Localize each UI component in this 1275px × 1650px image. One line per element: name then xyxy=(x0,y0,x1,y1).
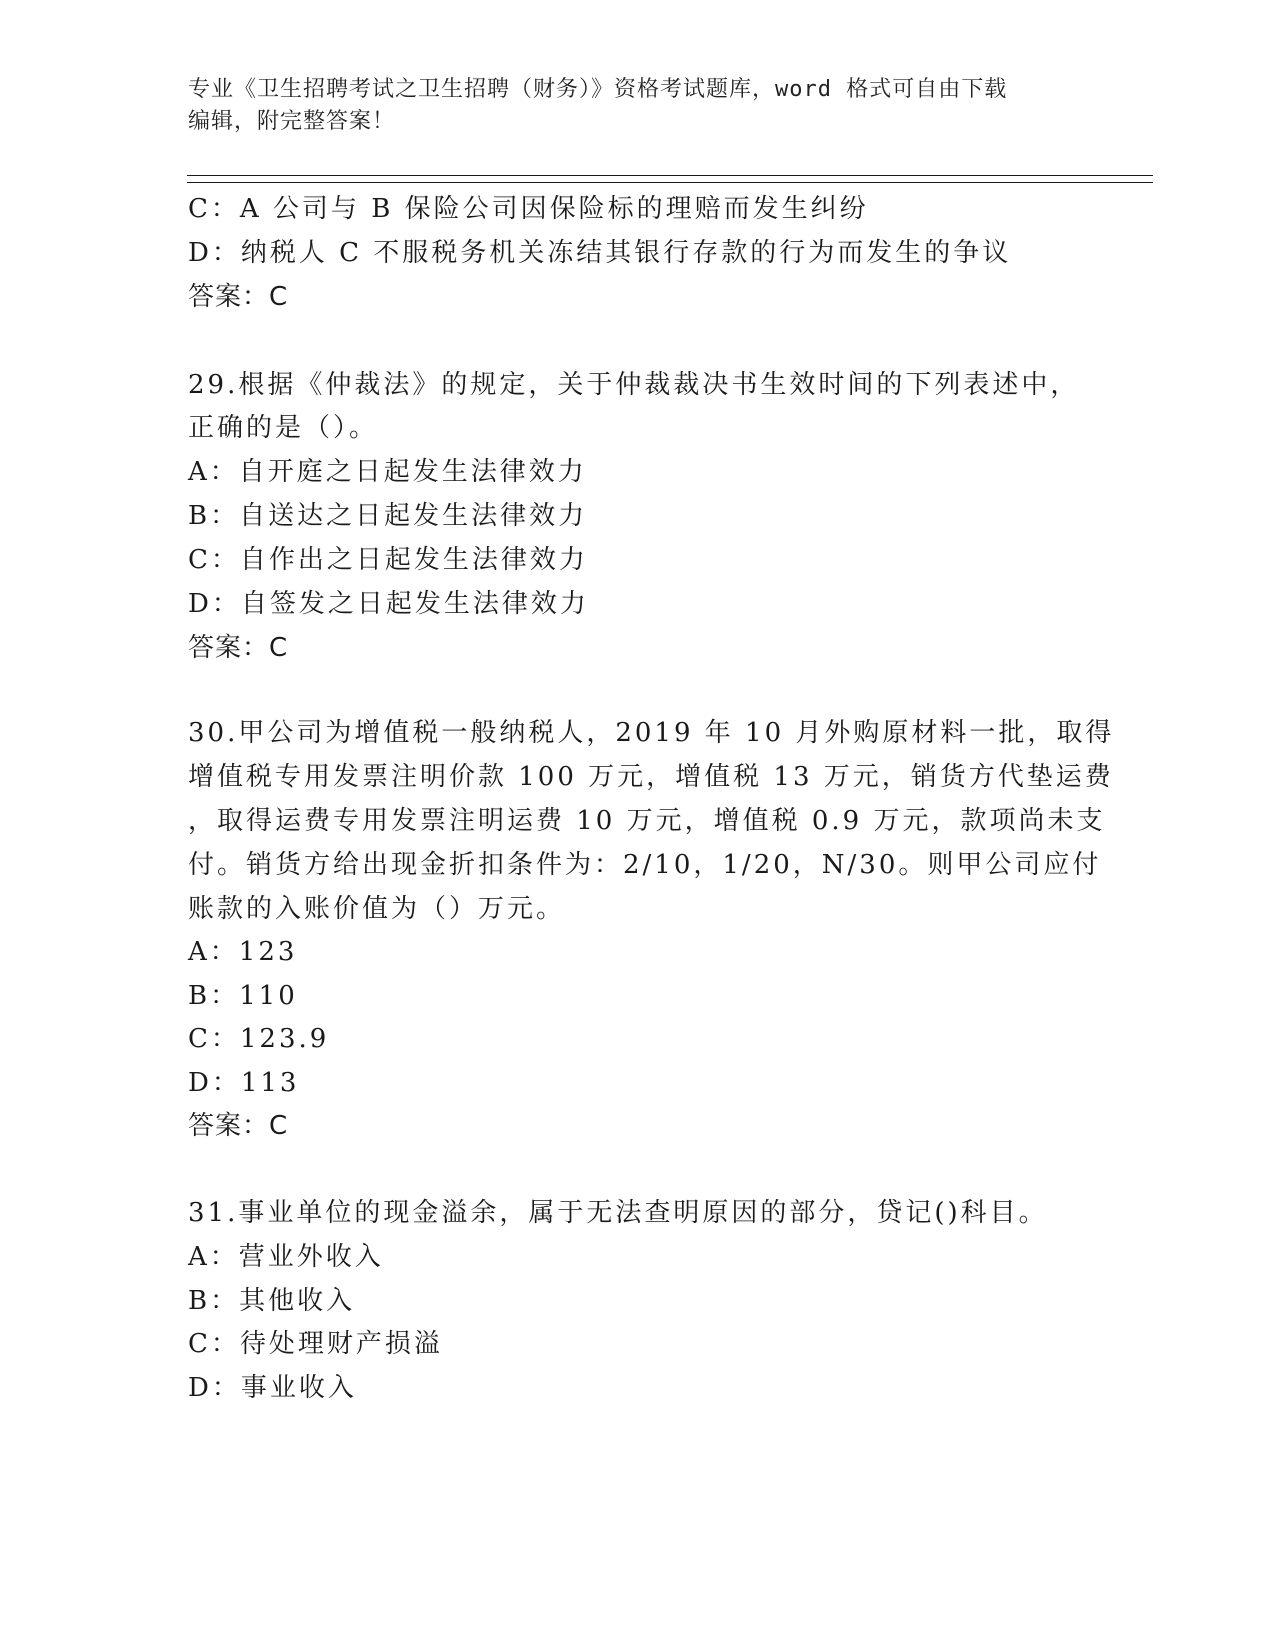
q30-stem-line-1: 30.甲公司为增值税一般纳税人，2019 年 10 月外购原材料一批，取得 xyxy=(188,718,1115,748)
q31-stem-line-1: 31.事业单位的现金溢余，属于无法查明原因的部分，贷记()科目。 xyxy=(188,1198,1048,1228)
q30-stem-line-5: 账款的入账价值为（）万元。 xyxy=(188,894,566,924)
q30-stem-line-4: 付。销货方给出现金折扣条件为：2/10，1/20，N/30。则甲公司应付 xyxy=(188,850,1102,880)
q31-option-a: A：营业外收入 xyxy=(188,1242,384,1272)
header-divider-top xyxy=(187,175,1153,176)
q29-option-b: B：自送达之日起发生法律效力 xyxy=(188,501,588,531)
header-divider-bottom xyxy=(187,182,1153,183)
header-line-1: 专业《卫生招聘考试之卫生招聘（财务）》资格考试题库，word 格式可自由下载 xyxy=(188,77,1008,102)
q29-option-a: A：自开庭之日起发生法律效力 xyxy=(188,457,587,487)
q30-option-b: B：110 xyxy=(188,981,298,1011)
q30-option-c: C：123.9 xyxy=(188,1024,330,1054)
document-header xyxy=(188,74,1068,138)
q30-option-a: A：123 xyxy=(188,937,298,967)
q28-answer: 答案：C xyxy=(188,282,289,312)
q29-answer: 答案：C xyxy=(188,633,289,663)
q31-option-d: D：事业收入 xyxy=(188,1373,357,1403)
q30-answer: 答案：C xyxy=(188,1111,289,1141)
q28-option-c: C：A 公司与 B 保险公司因保险标的理赔而发生纠纷 xyxy=(188,194,869,224)
q29-option-d: D：自签发之日起发生法律效力 xyxy=(188,589,589,619)
header-line-2: 编辑，附完整答案！ xyxy=(188,109,396,134)
q29-option-c: C：自作出之日起发生法律效力 xyxy=(188,545,588,575)
q29-stem-line-1: 29.根据《仲裁法》的规定，关于仲裁裁决书生效时间的下列表述中， xyxy=(188,370,1080,400)
q30-stem-line-2: 增值税专用发票注明价款 100 万元，增值税 13 万元，销货方代垫运费 xyxy=(188,762,1114,792)
q30-stem-line-3: ，取得运费专用发票注明运费 10 万元，增值税 0.9 万元，款项尚未支 xyxy=(188,806,1106,836)
q28-option-d: D：纳税人 C 不服税务机关冻结其银行存款的行为而发生的争议 xyxy=(188,238,1012,268)
q31-option-c: C：待处理财产损溢 xyxy=(188,1329,443,1359)
q31-option-b: B：其他收入 xyxy=(188,1286,356,1316)
q30-option-d: D：113 xyxy=(188,1068,300,1098)
q29-stem-line-2: 正确的是（）。 xyxy=(188,413,379,443)
